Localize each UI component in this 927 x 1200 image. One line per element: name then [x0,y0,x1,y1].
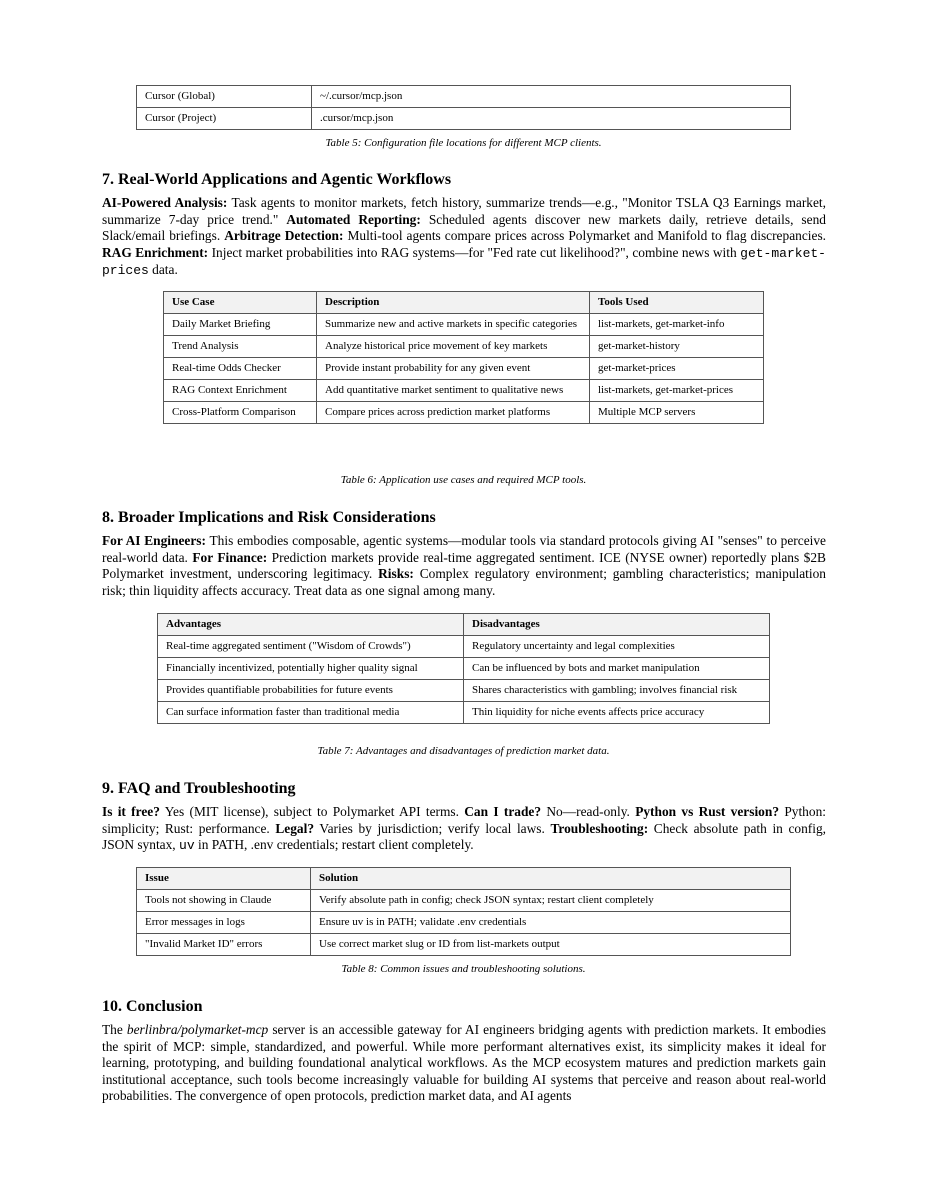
table-caption: Table 8: Common issues and troubleshooting solutions. [341,963,586,975]
table-caption: Table 5: Configuration file locations for different MCP clients. [325,137,602,149]
paragraph-text: Multi-tool agents compare prices across Polymarket and Manifold to flag discrepancies. [343,228,827,243]
table-row [137,912,791,934]
table-row [158,702,770,724]
bold-lead: Is it free? [102,804,160,819]
troubleshooting-table [136,867,791,956]
table-cell: "Invalid Market ID" errors [137,934,311,956]
bold-lead: RAG Enrichment: [102,244,209,260]
table-cell: Real-time Odds Checker [164,358,317,380]
table-cell: Multiple MCP servers [590,402,764,424]
table-caption: Table 6: Application use cases and required MCP tools. [340,474,587,486]
paragraph-text: Check absolute path in config, JSON syntax, [102,820,827,852]
table-row [164,380,764,402]
table-cell: Real-time aggregated sentiment ("Wisdom of Crowds") [158,636,464,658]
section-paragraph [102,804,826,855]
table-cell: Cursor (Project) [137,108,312,130]
paragraph-text: Task agents to monitor markets, fetch history, summarize trends—e.g., "Monitor TSLA Q3 Earnings market, summarize 7-day price trend." [102,195,826,227]
table-row [164,336,764,358]
column-header: Tools Used [590,292,764,314]
table-cell: Error messages in logs [137,912,311,934]
table-cell: Can surface information faster than traditional media [158,702,464,724]
table-cell: Daily Market Briefing [164,314,317,336]
column-header: Disadvantages [464,614,770,636]
paragraph-text: Inject market probabilities into RAG systems—for "Fed rate cut likelihood?", combine news with [208,244,741,260]
bold-lead: Can I trade? [464,804,542,819]
use-cases-table [163,291,764,424]
bold-lead: For AI Engineers: [102,533,206,548]
table-cell: RAG Context Enrichment [164,380,317,402]
table-row [137,108,791,130]
column-header: Issue [137,868,311,890]
paragraph-text: No—read-only. [541,804,636,819]
table-row [158,680,770,702]
section-heading: 8. Broader Implications and Risk Considerations [102,509,436,526]
inline-code: uv [179,838,195,853]
section-paragraph [102,195,826,280]
table-row [158,636,770,658]
paragraph-text: Complex regulatory environment; gambling characteristics; manipulation risk; thin liquidity affects accuracy. Treat data as one signal among many. [102,566,827,598]
bold-lead: Risks: [378,566,414,581]
table-cell: Cursor (Global) [137,86,312,108]
section-heading: 10. Conclusion [102,998,203,1015]
paragraph-text: in PATH, .env credentials; restart client completely. [194,837,474,852]
table-cell: Verify absolute path in config; check JSON syntax; restart client completely [311,890,791,912]
table-cell: Trend Analysis [164,336,317,358]
table-cell: Compare prices across prediction market platforms [317,402,590,424]
table-cell: list-markets, get-market-prices [590,380,764,402]
table-cell: Tools not showing in Claude [137,890,311,912]
paragraph-text: Varies by jurisdiction; verify local laws. [314,820,551,836]
bold-lead: For Finance: [192,549,268,565]
table-row [137,86,791,108]
paragraph-text: The [102,1022,127,1037]
table-row [164,314,764,336]
bold-lead: Legal? [275,820,315,836]
bold-lead: Automated Reporting: [286,211,421,227]
table-row [137,934,791,956]
bold-lead: Troubleshooting: [550,820,649,836]
table-cell: Provides quantifiable probabilities for future events [158,680,464,702]
table-cell: Thin liquidity for niche events affects price accuracy [464,702,770,724]
table-cell: Use correct market slug or ID from list-markets output [311,934,791,956]
table-row [158,658,770,680]
column-header: Solution [311,868,791,890]
paragraph-text: server is an accessible gateway for AI engineers bridging agents with prediction markets. It embodies the spirit of MCP: simple, standardized, and powerful. While more performant alternatives exist, its simplicity makes it ideal for learning, prototyping, and building foundational analytical workflows. As the MCP ecosystem matures and prediction markets gain institutional acceptance, such tools become increasingly valuable for building AI systems that perceive and reason about real-world probabilities. The convergence of open protocols, prediction market data, and AI agents [102,1022,827,1103]
bold-lead: AI-Powered Analysis: [102,195,228,210]
table-cell: Summarize new and active markets in specific categories [317,314,590,336]
table-cell: ~/.cursor/mcp.json [312,86,791,108]
table-cell: Add quantitative market sentiment to qualitative news [317,380,590,402]
table-header-row [164,292,764,314]
section-paragraph [102,1022,826,1105]
paragraph-text: This embodies composable, agentic systems—modular tools via standard protocols giving AI "senses" to perceive real-world data. [102,533,827,565]
table-caption: Table 7: Advantages and disadvantages of prediction market data. [317,745,610,757]
section-paragraph [102,533,826,599]
advantages-table [157,613,770,724]
bold-lead: Python vs Rust version? [635,804,780,819]
table-cell: Cross-Platform Comparison [164,402,317,424]
inline-code: get-market-prices [102,245,826,278]
paragraph-text: Scheduled agents discover new markets daily, retrieve details, send Slack/email briefings. [102,211,826,243]
section-heading: 7. Real-World Applications and Agentic Workflows [102,171,452,188]
table-row [164,402,764,424]
table-header-row [158,614,770,636]
column-header: Advantages [158,614,464,636]
table-row [164,358,764,380]
table-cell: Regulatory uncertainty and legal complexities [464,636,770,658]
table-cell: Can be influenced by bots and market manipulation [464,658,770,680]
table-cell: Analyze historical price movement of key markets [317,336,590,358]
table-cell: list-markets, get-market-info [590,314,764,336]
project-name: berlinbra/polymarket-mcp [126,1022,269,1037]
table-cell: Provide instant probability for any given event [317,358,590,380]
paragraph-text: Yes (MIT license), subject to Polymarket API terms. [159,804,465,819]
paragraph-text: Prediction markets provide real-time aggregated sentiment. ICE (NYSE owner) reportedly plans $2B Polymarket investment, underscoring legitimacy. [102,549,826,581]
config-locations-table [136,85,791,130]
table-row [137,890,791,912]
paragraph-text: Python: simplicity; Rust: performance. [102,804,826,836]
column-header: Use Case [164,292,317,314]
table-header-row [137,868,791,890]
section-heading: 9. FAQ and Troubleshooting [102,780,296,797]
column-header: Description [317,292,590,314]
table-cell: Ensure uv is in PATH; validate .env credentials [311,912,791,934]
table-cell: Financially incentivized, potentially higher quality signal [158,658,464,680]
table-cell: get-market-history [590,336,764,358]
bold-lead: Arbitrage Detection: [224,228,344,243]
table-cell: Shares characteristics with gambling; involves financial risk [464,680,770,702]
paragraph-text: data. [148,262,178,277]
table-cell: get-market-prices [590,358,764,380]
table-cell: .cursor/mcp.json [312,108,791,130]
